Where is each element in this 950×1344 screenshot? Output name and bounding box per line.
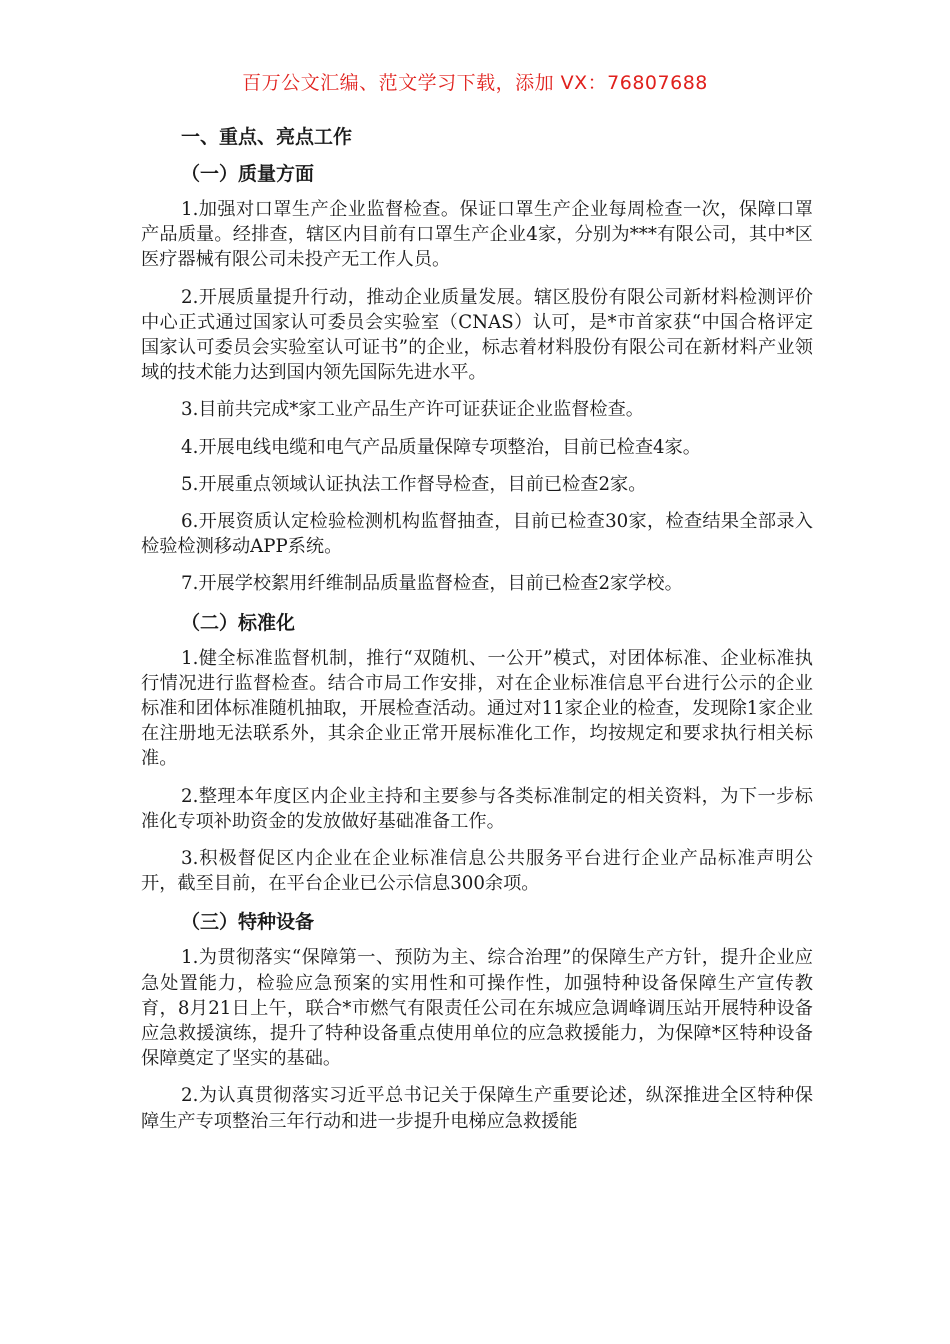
subsection-heading-special-equipment: （三）特种设备 — [181, 911, 315, 934]
subsection-heading-quality: （一）质量方面 — [181, 163, 315, 185]
paragraph: 5.开展重点领域认证执法工作督导检查，目前已检查2家。 — [181, 473, 647, 495]
paragraph: 4.开展电线电缆和电气产品质量保障专项整治，目前已检查4家。 — [181, 436, 701, 458]
subsection-heading-standardization: （二）标准化 — [181, 611, 296, 634]
paragraph: 1.加强对口罩生产企业监督检查。保证口罩生产企业每周检查一次，保障口罩产品质量。经排查，辖区内目前有口罩生产企业4家，分别为***有限公司，其中*区医疗器械有限公司未投产无工作人员。 — [141, 199, 813, 271]
paragraph: 2.整理本年度区内企业主持和主要参与各类标准制定的相关资料，为下一步标准化专项补助资金的发放做好基础准备工作。 — [141, 785, 813, 832]
paragraph: 3.目前共完成*家工业产品生产许可证获证企业监督检查。 — [181, 399, 644, 421]
paragraph: 3.积极督促区内企业在企业标准信息公共服务平台进行企业产品标准声明公开，截至目前，在平台企业已公示信息300余项。 — [141, 848, 813, 895]
document-body — [141, 123, 813, 1146]
paragraph: 1.为贯彻落实“保障第一、预防为主、综合治理”的保障生产方针，提升企业应急处置能力，检验应急预案的实用性和可操作性，加强特种设备保障生产宣传教育，8月21日上午，联合*市燃气有限责任公司在东城应急调峰调压站开展特种设备应急救援演练，提升了特种设备重点使用单位的应急救援能力，为保障*区特种设备保障奠定了坚实的基础。 — [141, 947, 813, 1070]
paragraph: 2.为认真贯彻落实习近平总书记关于保障生产重要论述，纵深推进全区特种保障生产专项整治三年行动和进一步提升电梯应急救援能 — [141, 1085, 813, 1132]
paragraph: 6.开展资质认定检验检测机构监督抽查，目前已检查30家，检查结果全部录入检验检测移动APP系统。 — [141, 511, 813, 558]
download-banner: 百万公文汇编、范文学习下载，添加 VX：76807688 — [242, 72, 708, 94]
paragraph: 2.开展质量提升行动，推动企业质量发展。辖区股份有限公司新材料检测评价中心正式通过国家认可委员会实验室（CNAS）认可，是*市首家获“中国合格评定国家认可委员会实验室认可证书”的企业，标志着材料股份有限公司在新材料产业领域的技术能力达到国内领先国际先进水平。 — [141, 286, 813, 384]
paragraph: 7.开展学校絮用纤维制品质量监督检查，目前已检查2家学校。 — [181, 573, 683, 595]
paragraph: 1.健全标准监督机制，推行“双随机、一公开”模式，对团体标准、企业标准执行情况进行监督检查。结合市局工作安排，对在企业标准信息平台进行公示的企业标准和团体标准随机抽取，开展检查活动。通过对11家企业的检查，发现除1家企业在注册地无法联系外，其余企业正常开展标准化工作，均按规定和要求执行相关标准。 — [141, 647, 813, 770]
section-heading-key-work: 一、重点、亮点工作 — [181, 126, 353, 148]
